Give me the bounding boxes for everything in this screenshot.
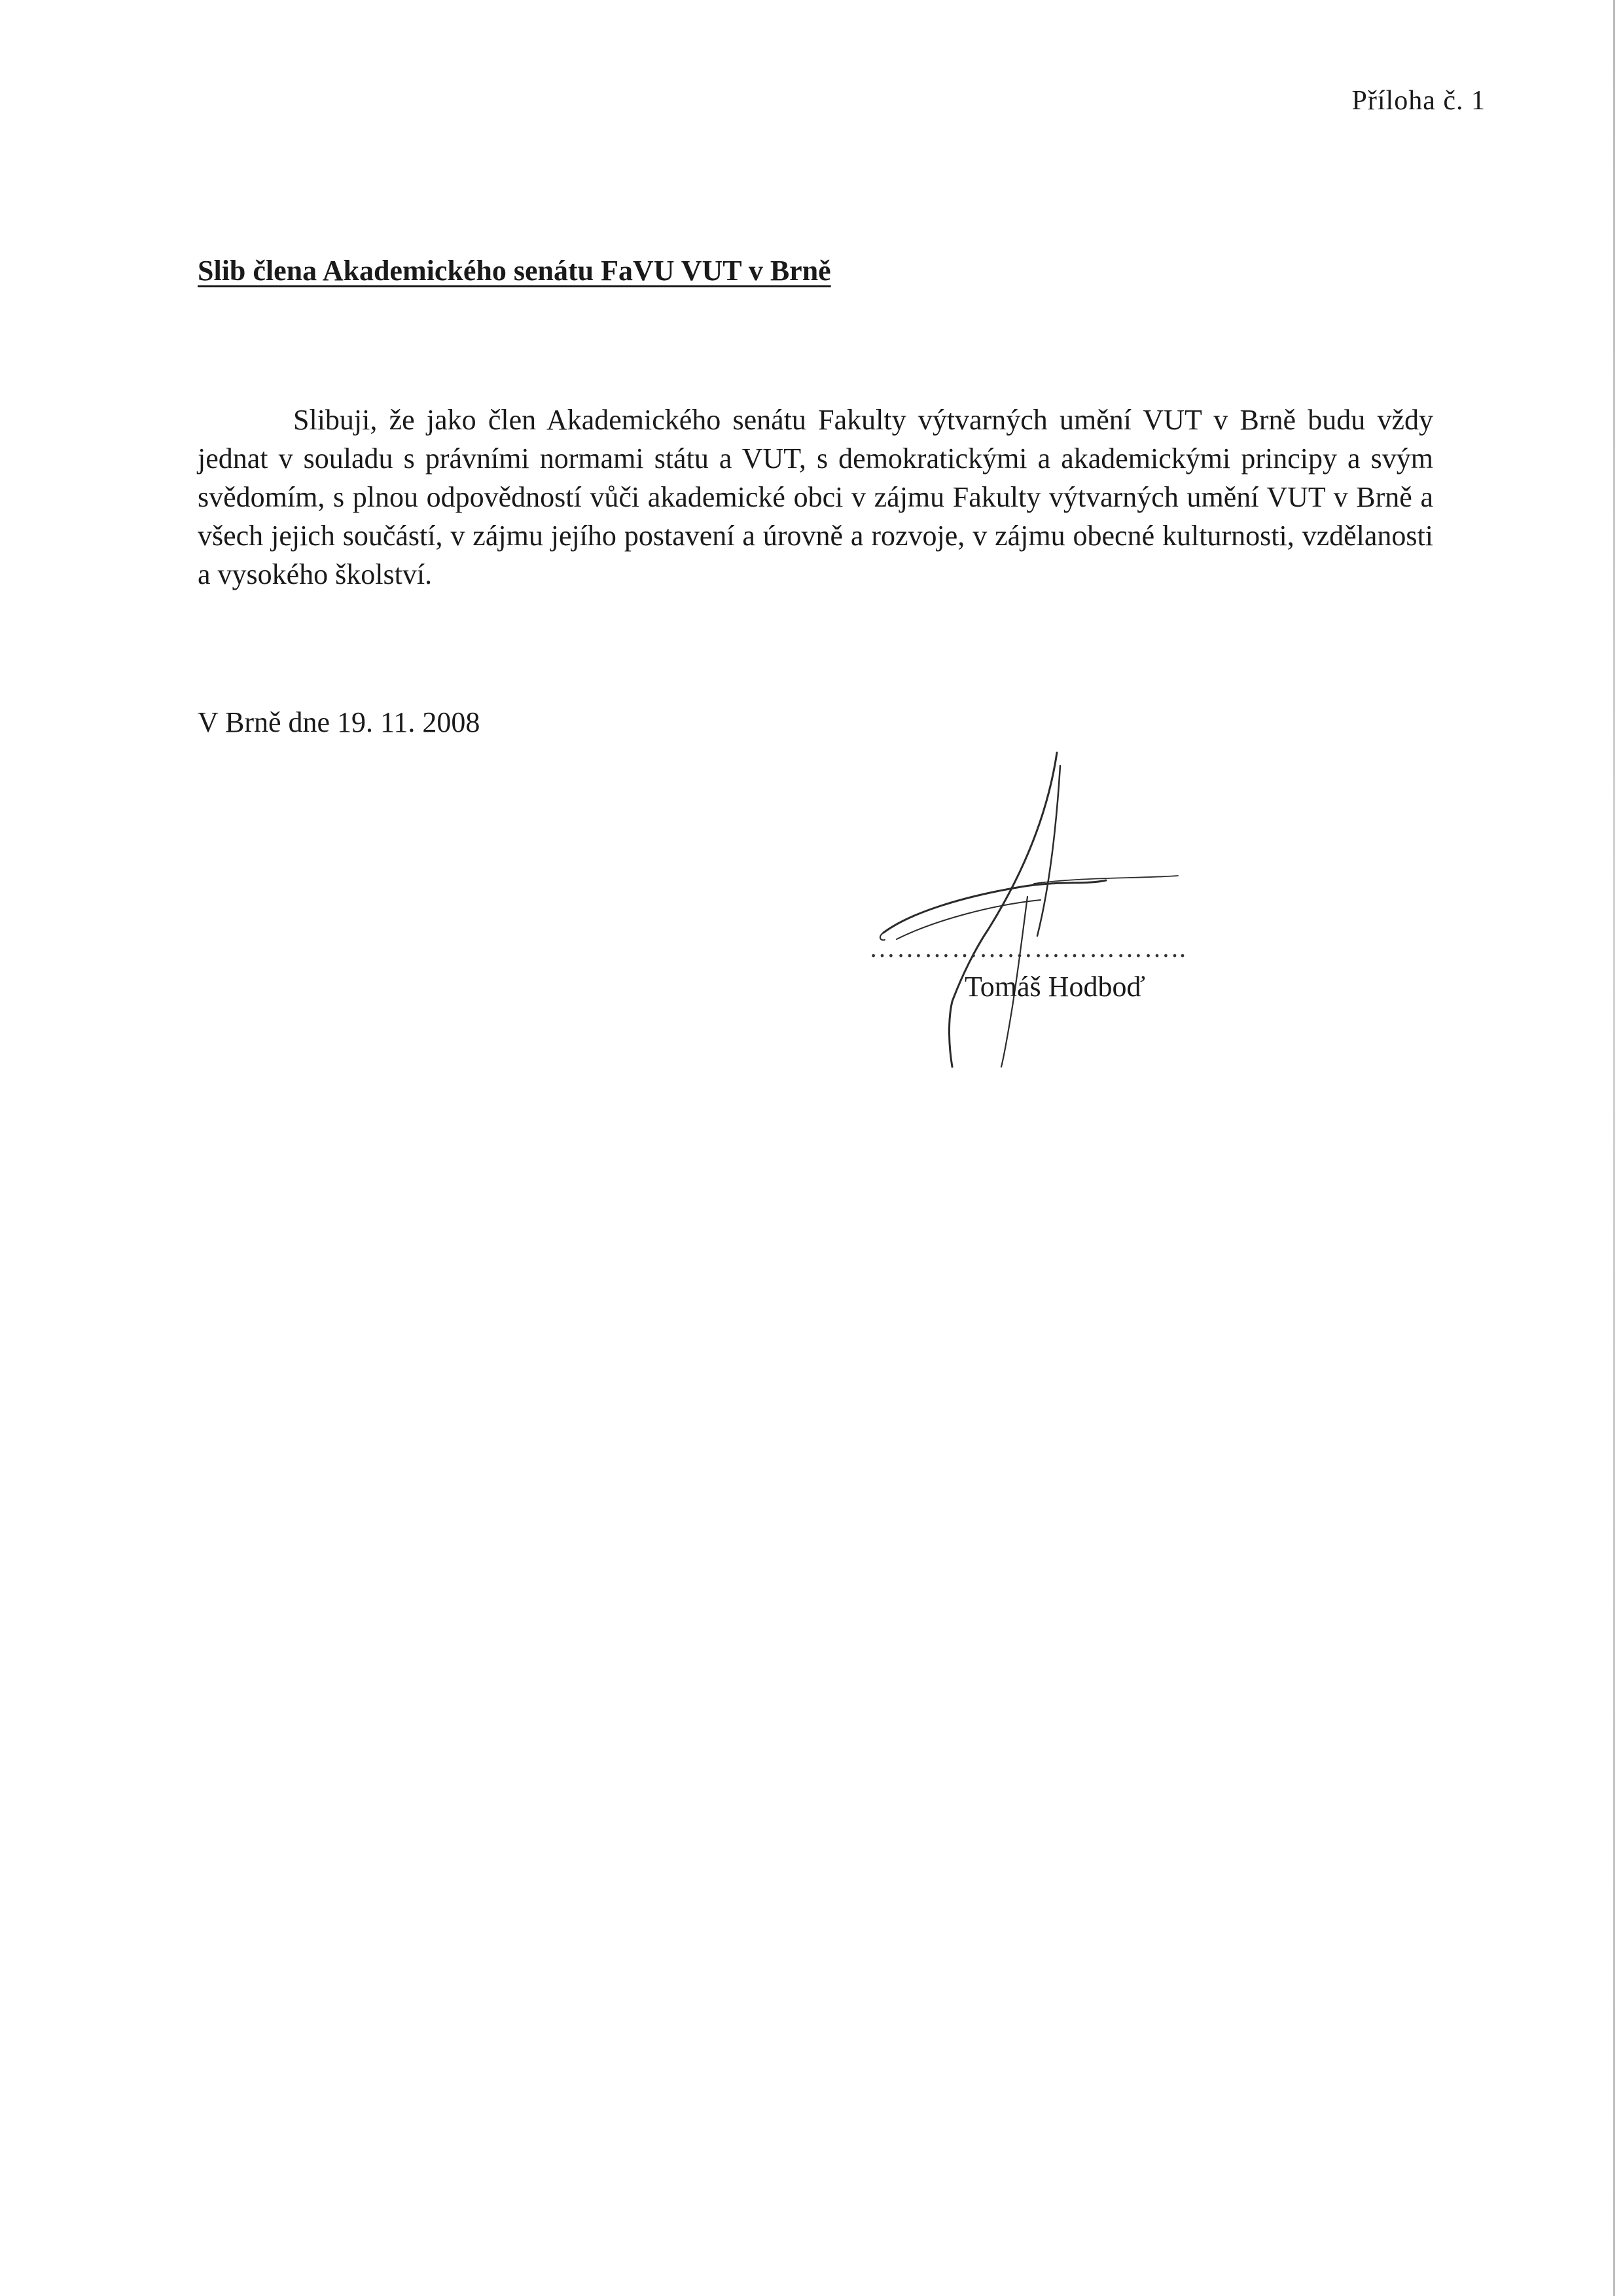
signature-dotted-line: ……………………………..	[869, 933, 1187, 963]
attachment-label: Příloha č. 1	[1351, 86, 1486, 116]
document-title: Slib člena Akademického senátu FaVU VUT v Brně	[198, 255, 831, 287]
oath-paragraph: Slibuji, že jako člen Akademického senátu Fakulty výtvarných umění VUT v Brně budu vždy jednat v souladu s právními normami státu a VUT, s demokratickými a akademickými principy a svým svědomím, s plnou odpovědností vůči akademické obci v zájmu Fakulty výtvarných umění VUT v Brně a všech jejich součástí, v zájmu jejího postavení a úrovně a rozvoje, v zájmu obecné kulturnosti, vzdělanosti a vysokého školství.	[198, 404, 1433, 590]
signer-name: Tomáš Hodboď	[965, 971, 1145, 1003]
place-and-date: V Brně dne 19. 11. 2008	[198, 706, 480, 738]
handwritten-signature	[870, 740, 1211, 1080]
scan-edge-line	[1613, 0, 1615, 2296]
